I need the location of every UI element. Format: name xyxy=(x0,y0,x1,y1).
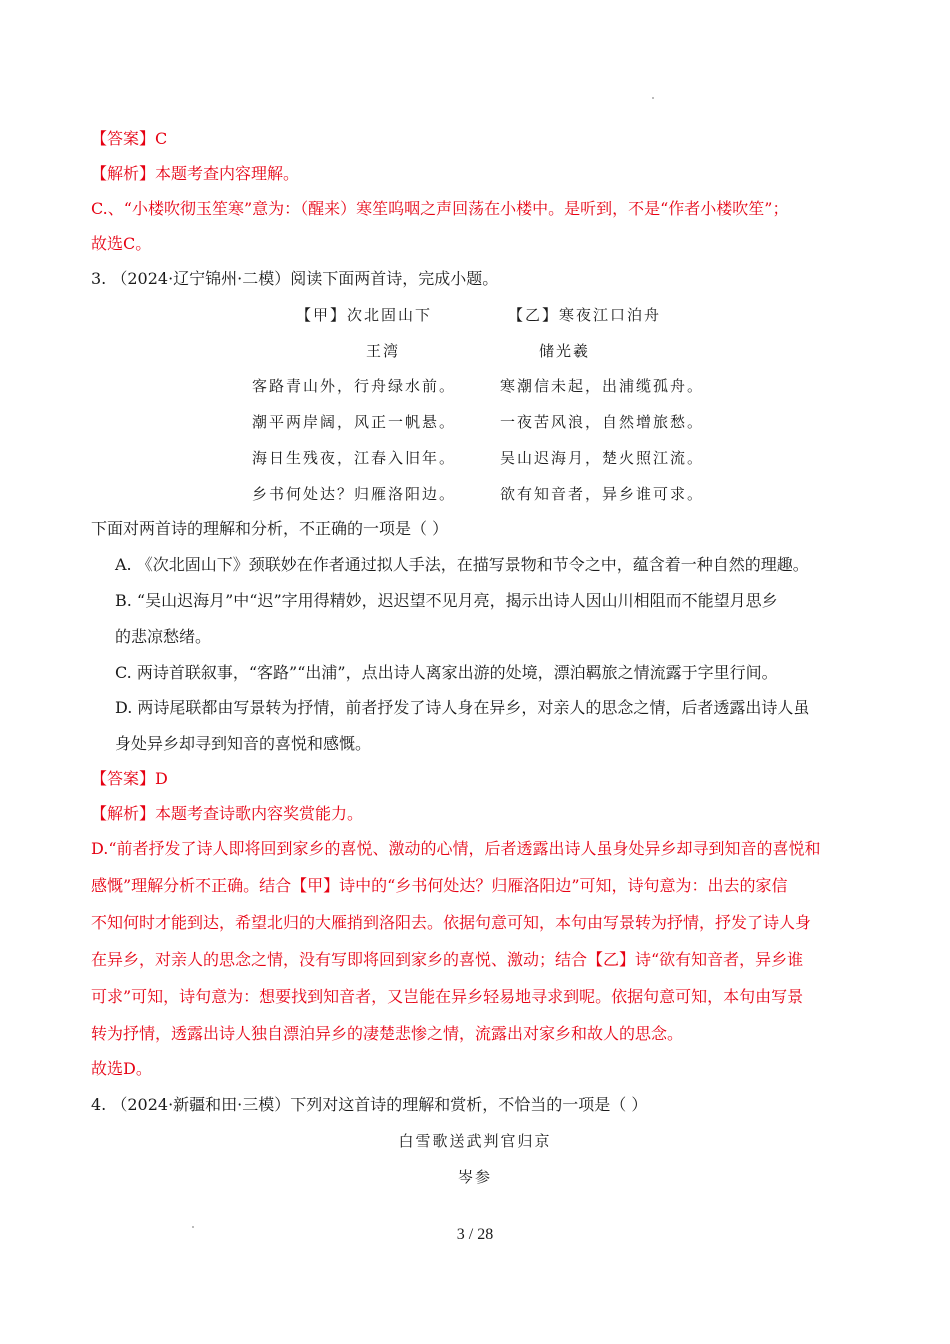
page-number: 3 / 28 xyxy=(456,1226,494,1243)
poem-b-line: 吴山迟海月，楚火照江流。 xyxy=(500,449,705,467)
poem-b-line: 一夜苦风浪，自然增旅愁。 xyxy=(500,413,705,431)
q2-answer: 【答案】C xyxy=(91,129,168,148)
option-c: C. 两诗首联叙事，“客路”“出浦”，点出诗人离家出游的处境，漂泊羁旅之情流露于字里行间。 xyxy=(115,663,778,682)
q4-poem-title: 白雪歌送武判官归京 xyxy=(398,1132,552,1150)
poem-b-line: 寒潮信未起，出浦缆孤舟。 xyxy=(500,377,705,395)
poem-a-line: 潮平两岸阔，风正一帆悬。 xyxy=(252,413,457,431)
q3-detail-line: 可求”可知，诗句意为：想要找到知音者，又岂能在异乡轻易地寻求到呢。依据句意可知，本句由写景 xyxy=(91,987,804,1006)
scan-speck xyxy=(652,97,654,99)
poem-b-title: 【乙】寒夜江口泊舟 xyxy=(508,306,662,324)
poem-a-author: 王湾 xyxy=(366,342,401,360)
poem-a-line: 海日生残夜，江春入旧年。 xyxy=(252,449,457,467)
q3-answer: 【答案】D xyxy=(91,769,168,788)
q4-poem-author: 岑参 xyxy=(457,1168,492,1186)
q4-stem: 4. （2024·新疆和田·三模）下列对这首诗的理解和赏析，不恰当的一项是（ ） xyxy=(91,1095,648,1114)
q3-detail-line: 不知何时才能到达，希望北归的大雁捎到洛阳去。依据句意可知，本句由写景转为抒情，抒发了诗人身 xyxy=(91,913,812,932)
q3-conclusion: 故选D。 xyxy=(91,1059,152,1078)
option-d: D. 两诗尾联都由写景转为抒情，前者抒发了诗人身在异乡，对亲人的思念之情，后者透露出诗人虽 xyxy=(115,698,810,717)
q2-analysis: 【解析】本题考查内容理解。 xyxy=(91,164,300,183)
q2-detail: C.、“小楼吹彻玉笙寒”意为：（醒来）寒笙呜咽之声回荡在小楼中。是听到，不是“作者小楼吹笙”； xyxy=(91,199,789,218)
poem-a-line: 乡书何处达？归雁洛阳边。 xyxy=(252,485,457,503)
option-b: B. “吴山迟海月”中“迟”字用得精妙，迟迟望不见月亮，揭示出诗人因山川相阻而不能望月思乡 xyxy=(115,591,778,610)
q3-stem: 3. （2024·辽宁锦州·二模）阅读下面两首诗，完成小题。 xyxy=(91,269,499,288)
option-b-continued: 的悲凉愁绪。 xyxy=(115,627,212,646)
q3-analysis: 【解析】本题考查诗歌内容奖赏能力。 xyxy=(91,804,364,823)
poem-b-line: 欲有知音者，异乡谁可求。 xyxy=(500,485,705,503)
option-a: A. 《次北固山下》颈联妙在作者通过拟人手法，在描写景物和节令之中，蕴含着一种自然的理趣。 xyxy=(115,555,809,574)
q3-detail-line: 转为抒情，透露出诗人独自漂泊异乡的凄楚悲惨之情，流露出对家乡和故人的思念。 xyxy=(91,1024,684,1043)
poem-a-title: 【甲】次北固山下 xyxy=(296,306,433,324)
poem-b-author: 储光羲 xyxy=(539,342,591,360)
poem-a-line: 客路青山外，行舟绿水前。 xyxy=(252,377,457,395)
q3-question: 下面对两首诗的理解和分析，不正确的一项是（ ） xyxy=(91,519,449,538)
q2-conclusion: 故选C。 xyxy=(91,234,152,253)
q3-detail-line: 在异乡，对亲人的思念之情，没有写即将回到家乡的喜悦、激动；结合【乙】诗“欲有知音者，异乡谁 xyxy=(91,950,804,969)
q3-detail-line: 感慨”理解分析不正确。结合【甲】诗中的“乡书何处达？归雁洛阳边”可知，诗句意为：出去的家信 xyxy=(91,876,788,895)
option-d-continued: 身处异乡却寻到知音的喜悦和感慨。 xyxy=(115,734,372,753)
q3-detail-line: D.“前者抒发了诗人即将回到家乡的喜悦、激动的心情，后者透露出诗人虽身处异乡却寻到知音的喜悦和 xyxy=(91,839,821,858)
